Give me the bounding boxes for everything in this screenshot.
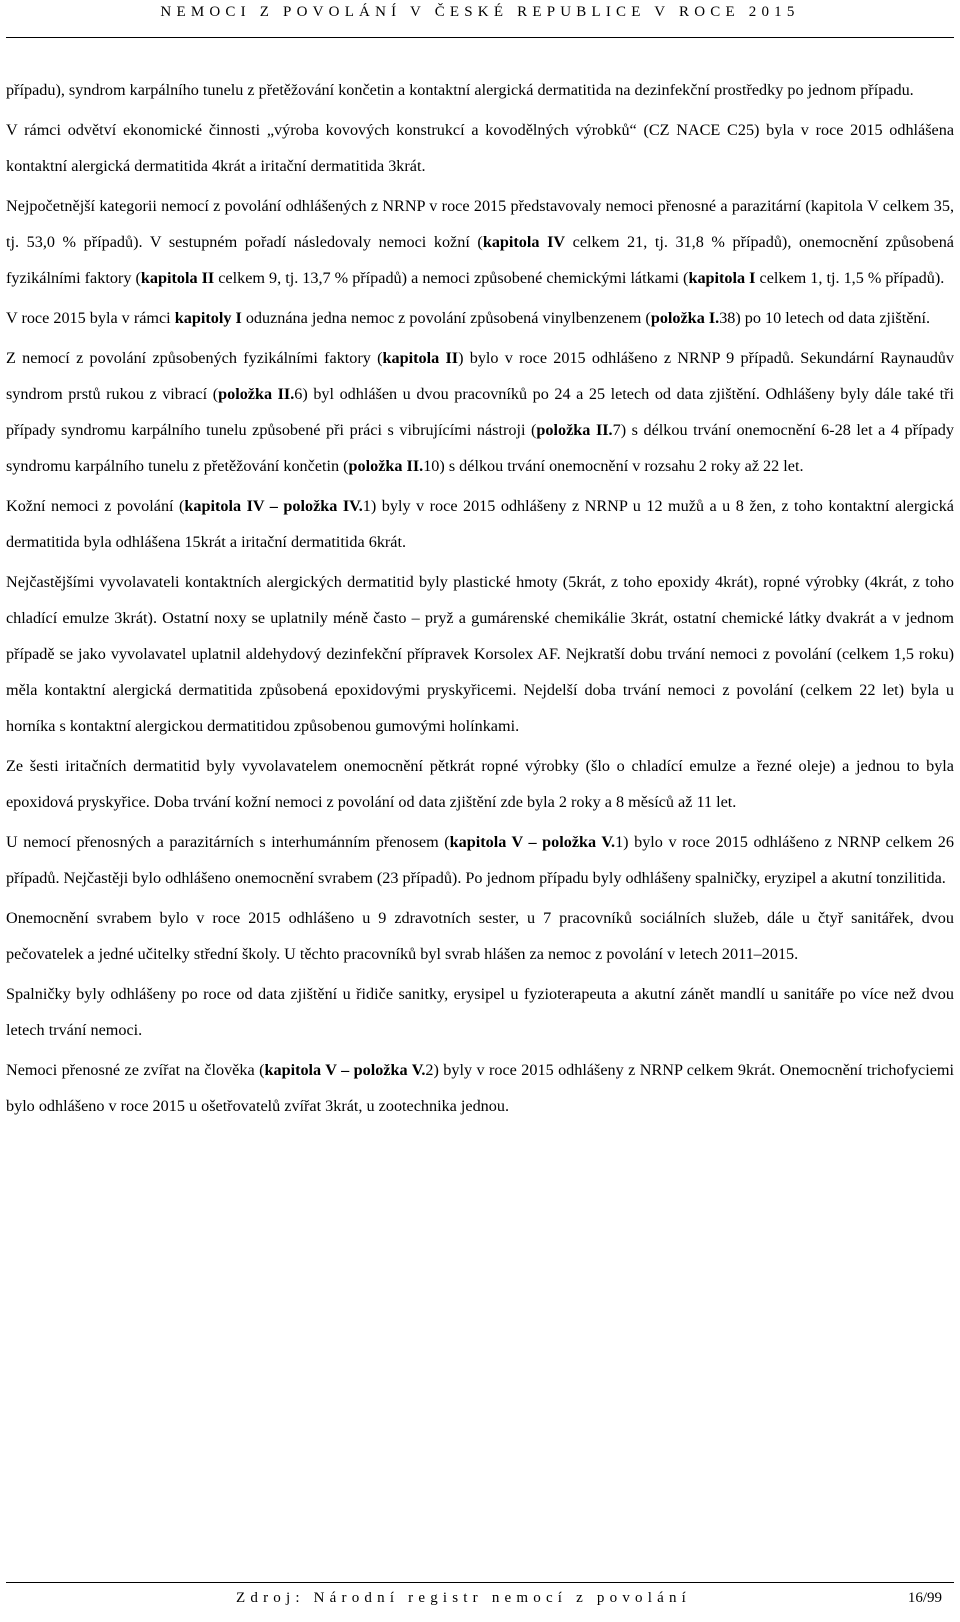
paragraph [6, 824, 954, 896]
bold-reference: kapitola II [140, 269, 215, 287]
paragraph [6, 300, 954, 336]
bold-reference: položka II. [218, 385, 295, 403]
bold-reference: kapitola I [688, 269, 756, 287]
text-run: Z nemocí z povolání způsobených fyzikálními faktory ( [6, 349, 383, 367]
text-run: celkem 9, tj. 13,7 % případů) a nemoci způsobené chemickými látkami ( [214, 269, 689, 287]
paragraph [6, 564, 954, 744]
paragraph [6, 188, 954, 296]
bold-reference: kapitola V – položka V. [264, 1061, 426, 1079]
text-run: Ze šesti iritačních dermatitid byly vyvolavatelem onemocnění pětkrát ropné výrobky (šlo o chladící emulze a řezné oleje) a jednou to byla epoxidová pryskyřice. Doba trvání kožní nemoci z povolání od data zjištění zde byla 2 roky a 8 měsíců až 11 let. [6, 757, 954, 811]
text-run: 6) byl odhlášen u dvou pracovníků po 24 a 25 letech od data zjištění. Odhlášeny byly dále také tři případy syndromu karpálního tunelu způsobené při práci s vibrujícími nástroji ( [6, 385, 954, 439]
bold-reference: kapitola IV [482, 233, 566, 251]
paragraph [6, 488, 954, 560]
text-run: 2) byly v roce 2015 odhlášeny z NRNP celkem 9krát. Onemocnění trichofyciemi bylo odhlášeno v roce 2015 u ošetřovatelů zvířat 3krát, u zootechnika jednou. [6, 1061, 954, 1115]
text-run: Nemoci přenosné ze zvířat na člověka ( [6, 1061, 265, 1079]
text-run: oduznána jedna nemoc z povolání způsobená vinylbenzenem ( [241, 309, 651, 327]
paragraph [6, 1052, 954, 1124]
header-rule [6, 37, 954, 38]
text-run: Nejpočetnější kategorii nemocí z povolání odhlášených z NRNP v roce 2015 představovaly nemoci přenosné a parazitární (kapitola V celkem 35, tj. 53,0 % případů). V sestupném pořadí následovaly nemoci kožní ( [6, 197, 954, 251]
text-run: případu), syndrom karpálního tunelu z přetěžování končetin a kontaktní alergická dermatitida na dezinfekční prostředky po jednom případu. [6, 81, 914, 99]
text-run: 7) s délkou trvání onemocnění 6-28 let a 4 případy syndromu karpálního tunelu z přetěžování končetin ( [6, 421, 954, 475]
bold-reference: položka I. [650, 309, 720, 327]
footer-source: Zdroj: Národní registr nemocí z povolání [236, 1590, 692, 1606]
document-body [6, 72, 954, 1128]
text-run: 1) bylo v roce 2015 odhlášeno z NRNP celkem 26 případů. Nejčastěji bylo odhlášeno onemocnění svrabem (23 případů). Po jednom případu byly odhlášeny spalničky, eryzipel a akutní tonzilitida. [6, 833, 954, 887]
page-number: 16/99 [907, 1590, 942, 1606]
paragraph [6, 72, 954, 108]
text-run: celkem 21, tj. 31,8 % případů), onemocnění způsobená fyzikálními faktory ( [6, 233, 954, 287]
paragraph [6, 340, 954, 484]
footer-rule [6, 1582, 954, 1583]
paragraph [6, 900, 954, 972]
page-footer [0, 1590, 960, 1618]
text-run: Kožní nemoci z povolání ( [6, 497, 185, 515]
running-header: NEMOCI Z POVOLÁNÍ V ČESKÉ REPUBLICE V ROCE 2015 [160, 4, 800, 20]
text-run: 1) byly v roce 2015 odhlášeny z NRNP u 12 mužů a u 8 žen, z toho kontaktní alergická dermatitida byla odhlášena 15krát a iritační dermatitida 6krát. [6, 497, 954, 551]
bold-reference: kapitola II [382, 349, 459, 367]
paragraph [6, 112, 954, 184]
bold-reference: položka II. [536, 421, 613, 439]
bold-reference: kapitola IV – položka IV. [184, 497, 363, 515]
text-run: celkem 1, tj. 1,5 % případů). [755, 269, 945, 287]
text-run: Nejčastějšími vyvolavateli kontaktních alergických dermatitid byly plastické hmoty (5krát, z toho epoxidy 4krát), ropné výrobky (4krát, z toho chladící emulze 3krát). Ostatní noxy se uplatnily méně často – pryž a gumárenské chemikálie 3krát, ostatní chemické látky dvakrát a v jednom případě se jako vyvolavatel uplatnil aldehydový dezinfekční přípravek Korsolex AF. Nejkratší dobu trvání nemoci z povolání (celkem 1,5 roku) měla kontaktní alergická dermatitida způsobená epoxidovými pryskyřicemi. Nejdelší doba trvání nemoci z povolání (celkem 22 let) byla u horníka s kontaktní alergickou dermatitidou způsobenou gumovými holínkami. [6, 573, 954, 735]
text-run: Spalničky byly odhlášeny po roce od data zjištění u řidiče sanitky, erysipel u fyzioterapeuta a akutní zánět mandlí u sanitáře po více než dvou letech trvání nemoci. [6, 985, 954, 1039]
bold-reference: kapitola V – položka V. [449, 833, 616, 851]
paragraph [6, 976, 954, 1048]
text-run: U nemocí přenosných a parazitárních s interhumánním přenosem ( [6, 833, 450, 851]
text-run: V roce 2015 byla v rámci [6, 309, 175, 327]
text-run: Onemocnění svrabem bylo v roce 2015 odhlášeno u 9 zdravotních sester, u 7 pracovníků sociálních služeb, dále u čtyř sanitářek, dvou pečovatelek a jedné učitelky střední školy. U těchto pracovníků byl svrab hlášen za nemoc z povolání v letech 2011–2015. [6, 909, 954, 963]
text-run: 10) s délkou trvání onemocnění v rozsahu 2 roky až 22 let. [423, 457, 804, 475]
paragraph [6, 748, 954, 820]
bold-reference: položka II. [348, 457, 424, 475]
text-run: V rámci odvětví ekonomické činnosti „výroba kovových konstrukcí a kovodělných výrobků“ (CZ NACE C25) byla v roce 2015 odhlášena kontaktní alergická dermatitida 4krát a iritační dermatitida 3krát. [6, 121, 954, 175]
text-run: 38) po 10 letech od data zjištění. [719, 309, 931, 327]
text-run: ) bylo v roce 2015 odhlášeno z NRNP 9 případů. Sekundární Raynaudův syndrom prstů rukou z vibrací ( [6, 349, 954, 403]
bold-reference: kapitoly I [174, 309, 242, 327]
